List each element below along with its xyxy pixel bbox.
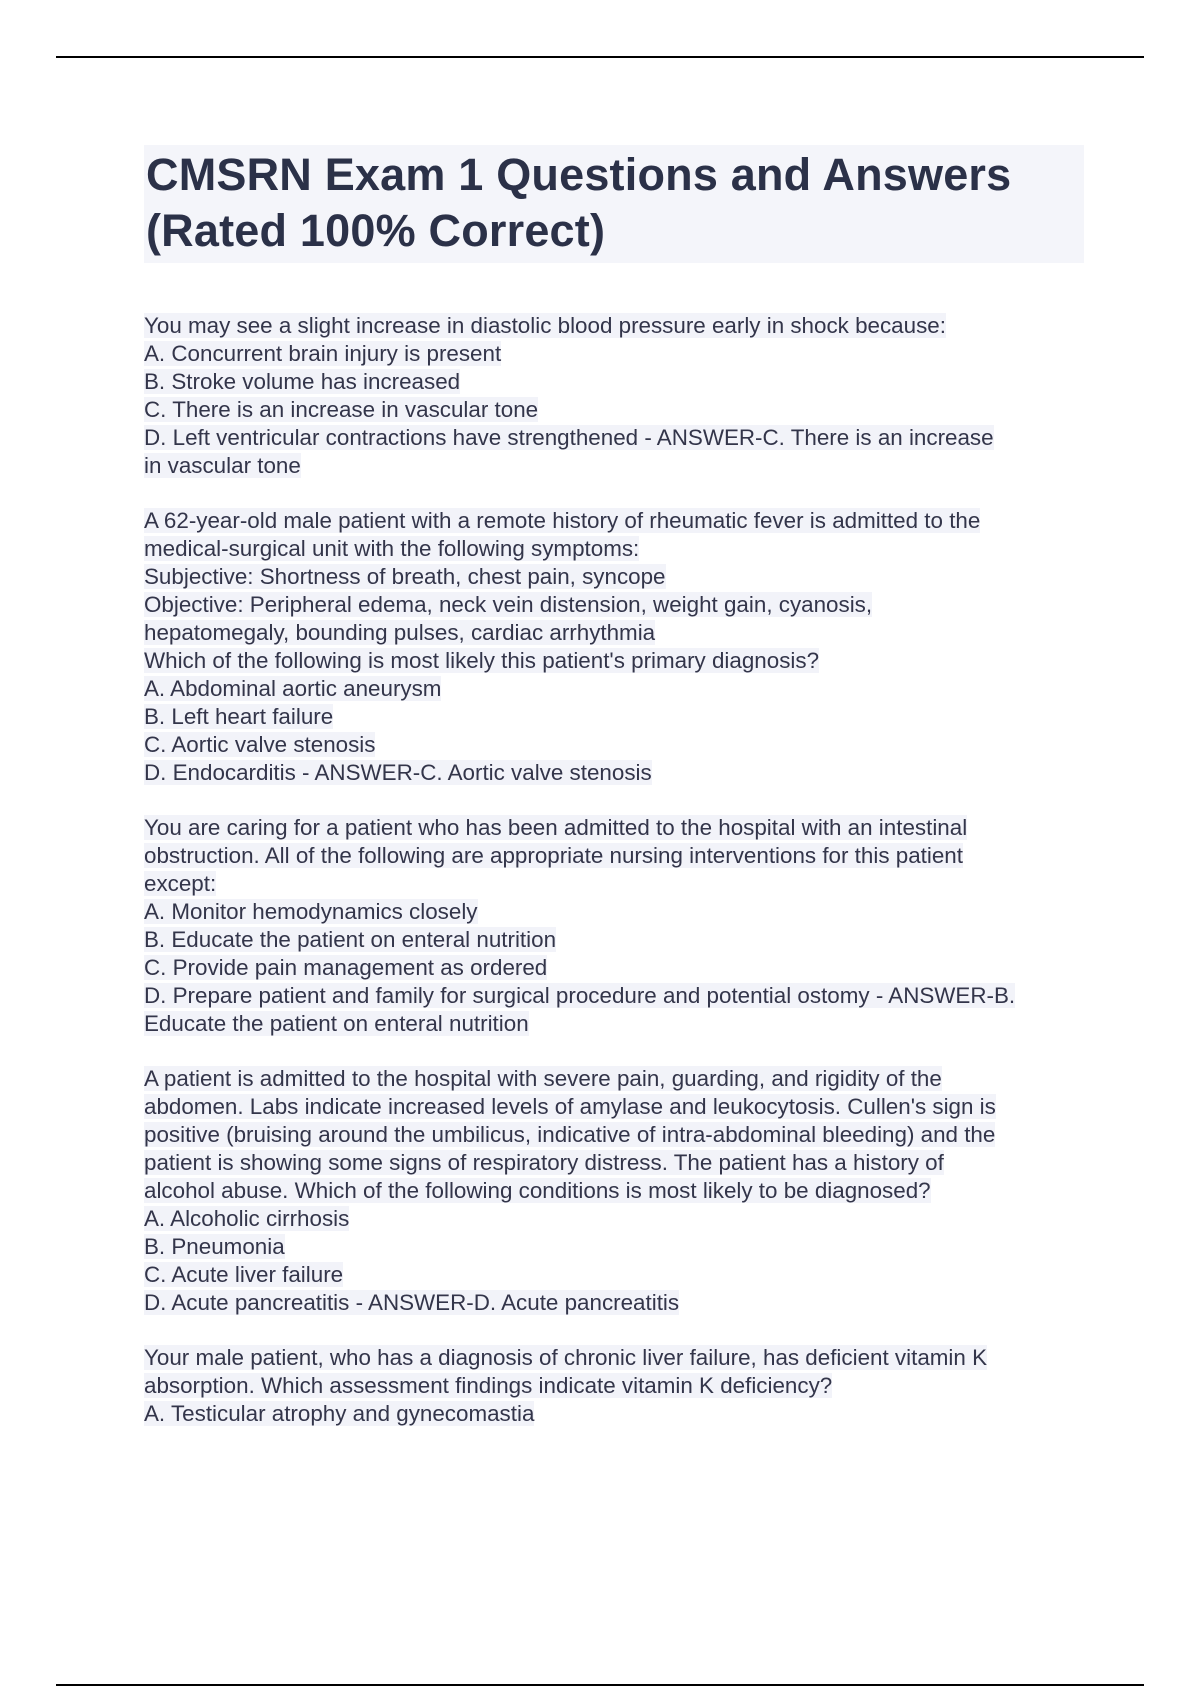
question-3-option-d-answer: D. Prepare patient and family for surgical procedure and potential ostomy - ANSWER-B. bbox=[144, 983, 1016, 1008]
question-2-option-a: A. Abdominal aortic aneurysm bbox=[144, 676, 442, 701]
question-1-option-c: C. There is an increase in vascular tone bbox=[144, 397, 539, 422]
question-3-stem-line-3: except: bbox=[144, 871, 217, 896]
question-3-option-a: A. Monitor hemodynamics closely bbox=[144, 899, 478, 924]
question-2-objective-line-1: Objective: Peripheral edema, neck vein distension, weight gain, cyanosis, bbox=[144, 592, 873, 617]
question-2-objective-line-2: hepatomegaly, bounding pulses, cardiac arrhythmia bbox=[144, 620, 656, 645]
question-block-1 bbox=[144, 312, 1094, 480]
question-4-stem-line-3: positive (bruising around the umbilicus, indicative of intra-abdominal bleeding) and the bbox=[144, 1122, 996, 1147]
top-rule bbox=[56, 56, 1144, 58]
title-line-1: CMSRN Exam 1 Questions and Answers bbox=[146, 149, 1012, 200]
question-5-stem-line-2: absorption. Which assessment findings indicate vitamin K deficiency? bbox=[144, 1373, 833, 1398]
question-4-option-d-answer: D. Acute pancreatitis - ANSWER-D. Acute pancreatitis bbox=[144, 1290, 680, 1315]
question-2-option-d-answer: D. Endocarditis - ANSWER-C. Aortic valve stenosis bbox=[144, 760, 652, 785]
question-4-stem-line-4: patient is showing some signs of respiratory distress. The patient has a history of bbox=[144, 1150, 944, 1175]
question-1-answer-cont: in vascular tone bbox=[144, 453, 301, 478]
question-4-option-a: A. Alcoholic cirrhosis bbox=[144, 1206, 350, 1231]
question-5-stem-line-1: Your male patient, who has a diagnosis of chronic liver failure, has deficient vitamin K bbox=[144, 1345, 988, 1370]
question-3-option-b: B. Educate the patient on enteral nutrition bbox=[144, 927, 557, 952]
page-title bbox=[144, 145, 1084, 263]
question-block-3 bbox=[144, 814, 1094, 1038]
question-3-stem-line-1: You are caring for a patient who has been admitted to the hospital with an intestinal bbox=[144, 815, 968, 840]
question-2-option-b: B. Left heart failure bbox=[144, 704, 334, 729]
question-block-5 bbox=[144, 1344, 1094, 1428]
question-3-answer-cont: Educate the patient on enteral nutrition bbox=[144, 1011, 529, 1036]
question-1-option-a: A. Concurrent brain injury is present bbox=[144, 341, 502, 366]
question-2-stem-line-2: medical-surgical unit with the following symptoms: bbox=[144, 536, 640, 561]
qa-content bbox=[144, 312, 1094, 1455]
question-5-option-a: A. Testicular atrophy and gynecomastia bbox=[144, 1401, 535, 1426]
question-2-stem-line-1: A 62-year-old male patient with a remote history of rheumatic fever is admitted to the bbox=[144, 508, 981, 533]
question-4-stem-line-1: A patient is admitted to the hospital with severe pain, guarding, and rigidity of the bbox=[144, 1066, 942, 1091]
question-block-2 bbox=[144, 507, 1094, 787]
question-1-option-b: B. Stroke volume has increased bbox=[144, 369, 461, 394]
title-line-2: (Rated 100% Correct) bbox=[146, 205, 606, 256]
question-4-option-b: B. Pneumonia bbox=[144, 1234, 285, 1259]
question-3-stem-line-2: obstruction. All of the following are appropriate nursing interventions for this patient bbox=[144, 843, 963, 868]
question-3-option-c: C. Provide pain management as ordered bbox=[144, 955, 548, 980]
question-1-option-d-answer: D. Left ventricular contractions have strengthened - ANSWER-C. There is an increase bbox=[144, 425, 994, 450]
question-2-prompt: Which of the following is most likely this patient's primary diagnosis? bbox=[144, 648, 820, 673]
question-4-stem-line-5: alcohol abuse. Which of the following conditions is most likely to be diagnosed? bbox=[144, 1178, 931, 1203]
question-2-subjective: Subjective: Shortness of breath, chest pain, syncope bbox=[144, 564, 666, 589]
question-block-4 bbox=[144, 1065, 1094, 1317]
bottom-rule bbox=[56, 1684, 1144, 1686]
question-2-option-c: C. Aortic valve stenosis bbox=[144, 732, 376, 757]
question-4-option-c: C. Acute liver failure bbox=[144, 1262, 344, 1287]
question-1-stem: You may see a slight increase in diastolic blood pressure early in shock because: bbox=[144, 313, 946, 338]
question-4-stem-line-2: abdomen. Labs indicate increased levels of amylase and leukocytosis. Cullen's sign is bbox=[144, 1094, 996, 1119]
